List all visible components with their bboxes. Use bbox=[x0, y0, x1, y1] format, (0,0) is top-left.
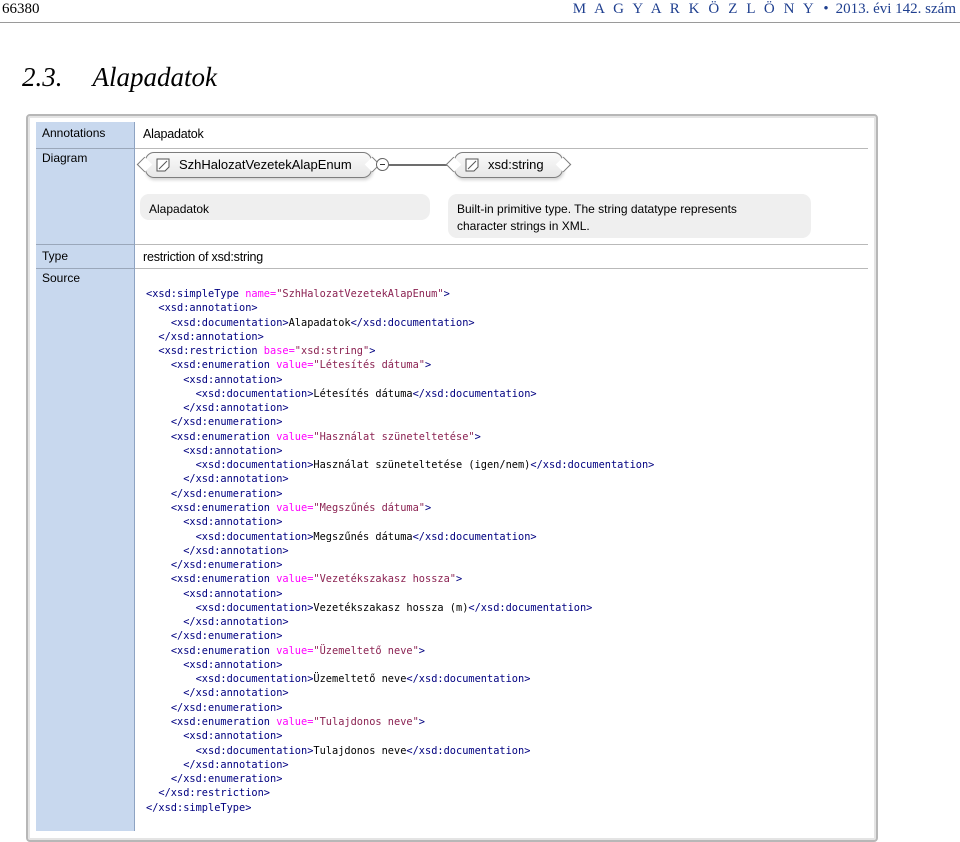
source-token: Vezetékszakasz hossza (m) bbox=[313, 601, 469, 614]
source-line bbox=[146, 786, 654, 800]
document-icon bbox=[156, 158, 170, 172]
source-token: value= bbox=[276, 359, 314, 372]
source-token: <xsd:annotation> bbox=[183, 658, 283, 671]
source-token: </xsd:documentation> bbox=[406, 744, 531, 757]
source-token: "Megszűnés dátuma" bbox=[313, 501, 425, 514]
source-token: <xsd:documentation> bbox=[195, 387, 314, 400]
source-line bbox=[146, 644, 654, 658]
source-line bbox=[146, 629, 654, 643]
source-token: value= bbox=[276, 501, 314, 514]
source-token: "Üzemeltető neve" bbox=[313, 644, 419, 657]
source-token: </xsd:restriction> bbox=[158, 787, 270, 800]
source-line bbox=[146, 401, 654, 415]
source-token: <xsd:restriction bbox=[158, 345, 264, 358]
enum-annotation-box bbox=[140, 194, 430, 220]
source-token: <xsd:documentation> bbox=[170, 316, 289, 329]
source-line bbox=[146, 701, 654, 715]
header-bullet: • bbox=[823, 1, 829, 17]
source-token: > bbox=[369, 345, 376, 358]
source-token: > bbox=[418, 715, 425, 728]
source-line bbox=[146, 672, 654, 686]
enum-type-node[interactable] bbox=[145, 152, 372, 178]
source-token: </xsd:enumeration> bbox=[170, 559, 283, 572]
section-number: 2.3. bbox=[22, 62, 63, 92]
diagram-label: Diagram bbox=[42, 151, 88, 165]
source-token: value= bbox=[276, 573, 314, 586]
source-line bbox=[146, 772, 654, 786]
source-token: </xsd:annotation> bbox=[183, 758, 289, 771]
source-token: "Vezetékszakasz hossza" bbox=[313, 573, 456, 586]
source-token: Használat szüneteltetése (igen/nem) bbox=[313, 459, 531, 472]
page-header bbox=[0, 0, 960, 24]
source-line bbox=[146, 658, 654, 672]
source-token: Alapadatok bbox=[288, 316, 351, 329]
source-line bbox=[146, 430, 654, 444]
source-token: </xsd:enumeration> bbox=[170, 416, 283, 429]
source-line bbox=[146, 601, 654, 615]
source-line bbox=[146, 301, 654, 315]
source-line bbox=[146, 316, 654, 330]
source-token: "Létesítés dátuma" bbox=[313, 359, 425, 372]
source-token: name= bbox=[245, 288, 277, 300]
source-label: Source bbox=[42, 271, 81, 285]
source-line bbox=[146, 344, 654, 358]
source-token: <xsd:enumeration bbox=[170, 573, 277, 586]
source-token: > bbox=[425, 501, 432, 514]
document-icon bbox=[465, 158, 479, 172]
base-annotation-box bbox=[448, 194, 811, 238]
source-token: Üzemeltető neve bbox=[313, 673, 407, 686]
source-line bbox=[146, 287, 654, 301]
label-separator bbox=[36, 244, 134, 245]
source-token: > bbox=[443, 288, 450, 300]
source-token: </xsd:annotation> bbox=[183, 544, 289, 557]
label-separator bbox=[36, 268, 134, 269]
source-token: Tulajdonos neve bbox=[313, 744, 407, 757]
source-token: <xsd:simpleType bbox=[146, 288, 246, 300]
label-column bbox=[36, 122, 135, 831]
row-separator bbox=[135, 268, 868, 269]
annotations-value: Alapadatok bbox=[143, 127, 204, 141]
source-token: > bbox=[474, 430, 481, 443]
source-token: <xsd:documentation> bbox=[195, 673, 314, 686]
type-label: Type bbox=[42, 249, 69, 263]
source-token: <xsd:enumeration bbox=[170, 501, 277, 514]
type-value: restriction of xsd:string bbox=[143, 250, 264, 264]
source-token: </xsd:annotation> bbox=[183, 616, 289, 629]
row-separator bbox=[135, 244, 868, 245]
source-line bbox=[146, 415, 654, 429]
issue-label: 2013. évi 142. szám bbox=[835, 1, 956, 17]
source-token: </xsd:enumeration> bbox=[170, 630, 283, 643]
source-token: <xsd:enumeration bbox=[170, 430, 277, 443]
xsd-source-code bbox=[146, 287, 654, 815]
section-name: Alapadatok bbox=[92, 62, 217, 92]
enum-type-node-label: SzhHalozatVezetekAlapEnum bbox=[179, 157, 352, 172]
source-token: > bbox=[425, 359, 432, 372]
source-line bbox=[146, 572, 654, 586]
source-token: Létesítés dátuma bbox=[313, 387, 413, 400]
running-header bbox=[573, 1, 956, 18]
source-token: <xsd:documentation> bbox=[195, 744, 314, 757]
source-token: <xsd:annotation> bbox=[183, 444, 283, 457]
source-token: <xsd:enumeration bbox=[170, 715, 277, 728]
source-token: <xsd:enumeration bbox=[170, 644, 277, 657]
collapse-icon[interactable] bbox=[376, 158, 389, 171]
source-token: "xsd:string" bbox=[294, 345, 370, 358]
source-token: </xsd:documentation> bbox=[412, 530, 537, 543]
source-token: </xsd:enumeration> bbox=[170, 773, 283, 786]
journal-name: M A G Y A R K Ö Z L Ö N Y bbox=[572, 1, 817, 17]
annotations-label: Annotations bbox=[42, 126, 106, 140]
source-token: </xsd:documentation> bbox=[468, 601, 593, 614]
source-line bbox=[146, 387, 654, 401]
source-token: base= bbox=[263, 345, 295, 358]
base-type-node-label: xsd:string bbox=[488, 157, 544, 172]
source-line bbox=[146, 729, 654, 743]
enum-annotation-text: Alapadatok bbox=[149, 202, 210, 216]
source-token: <xsd:documentation> bbox=[195, 601, 314, 614]
source-token: <xsd:annotation> bbox=[183, 373, 283, 386]
source-line bbox=[146, 530, 654, 544]
source-token: </xsd:documentation> bbox=[350, 316, 475, 329]
row-separator bbox=[135, 148, 868, 149]
source-token: </xsd:enumeration> bbox=[170, 487, 283, 500]
source-line bbox=[146, 444, 654, 458]
source-line bbox=[146, 744, 654, 758]
base-annotation-line1: Built-in primitive type. The string datatype represents bbox=[457, 202, 737, 216]
source-line bbox=[146, 801, 654, 815]
source-line bbox=[146, 472, 654, 486]
source-token: <xsd:documentation> bbox=[195, 530, 314, 543]
source-line bbox=[146, 458, 654, 472]
source-token: <xsd:enumeration bbox=[170, 359, 277, 372]
source-token: </xsd:annotation> bbox=[183, 473, 289, 486]
source-line bbox=[146, 501, 654, 515]
source-token: <xsd:annotation> bbox=[183, 730, 283, 743]
source-token: <xsd:annotation> bbox=[158, 302, 258, 315]
source-token: </xsd:simpleType> bbox=[146, 801, 252, 814]
source-line bbox=[146, 558, 654, 572]
source-token: </xsd:annotation> bbox=[158, 330, 264, 343]
source-line bbox=[146, 373, 654, 387]
page-number: 66380 bbox=[2, 1, 40, 17]
source-token: </xsd:annotation> bbox=[183, 687, 289, 700]
label-separator bbox=[36, 148, 134, 149]
source-line bbox=[146, 758, 654, 772]
section-title bbox=[22, 62, 217, 93]
source-line bbox=[146, 587, 654, 601]
source-line bbox=[146, 330, 654, 344]
source-token: "Használat szüneteltetése" bbox=[313, 430, 475, 443]
source-line bbox=[146, 358, 654, 372]
source-token: <xsd:annotation> bbox=[183, 587, 283, 600]
source-token: <xsd:annotation> bbox=[183, 516, 283, 529]
source-token: value= bbox=[276, 430, 314, 443]
source-token: Megszűnés dátuma bbox=[313, 530, 413, 543]
source-token: > bbox=[418, 644, 425, 657]
source-token: value= bbox=[276, 715, 314, 728]
source-token: </xsd:annotation> bbox=[183, 402, 289, 415]
source-token: <xsd:documentation> bbox=[195, 459, 314, 472]
source-token: </xsd:documentation> bbox=[412, 387, 537, 400]
diagram-connector bbox=[389, 164, 451, 166]
source-token: > bbox=[456, 573, 463, 586]
header-rule bbox=[0, 22, 960, 23]
source-token: "SzhHalozatVezetekAlapEnum" bbox=[276, 288, 444, 300]
source-line bbox=[146, 515, 654, 529]
base-type-node[interactable] bbox=[454, 152, 563, 178]
source-line bbox=[146, 487, 654, 501]
source-token: value= bbox=[276, 644, 314, 657]
source-token: </xsd:documentation> bbox=[530, 459, 655, 472]
source-line bbox=[146, 715, 654, 729]
base-annotation-line2: character strings in XML. bbox=[457, 219, 590, 233]
source-line bbox=[146, 686, 654, 700]
source-token: </xsd:enumeration> bbox=[170, 701, 283, 714]
source-token: "Tulajdonos neve" bbox=[313, 715, 419, 728]
source-line bbox=[146, 544, 654, 558]
source-line bbox=[146, 615, 654, 629]
source-token: </xsd:documentation> bbox=[406, 673, 531, 686]
